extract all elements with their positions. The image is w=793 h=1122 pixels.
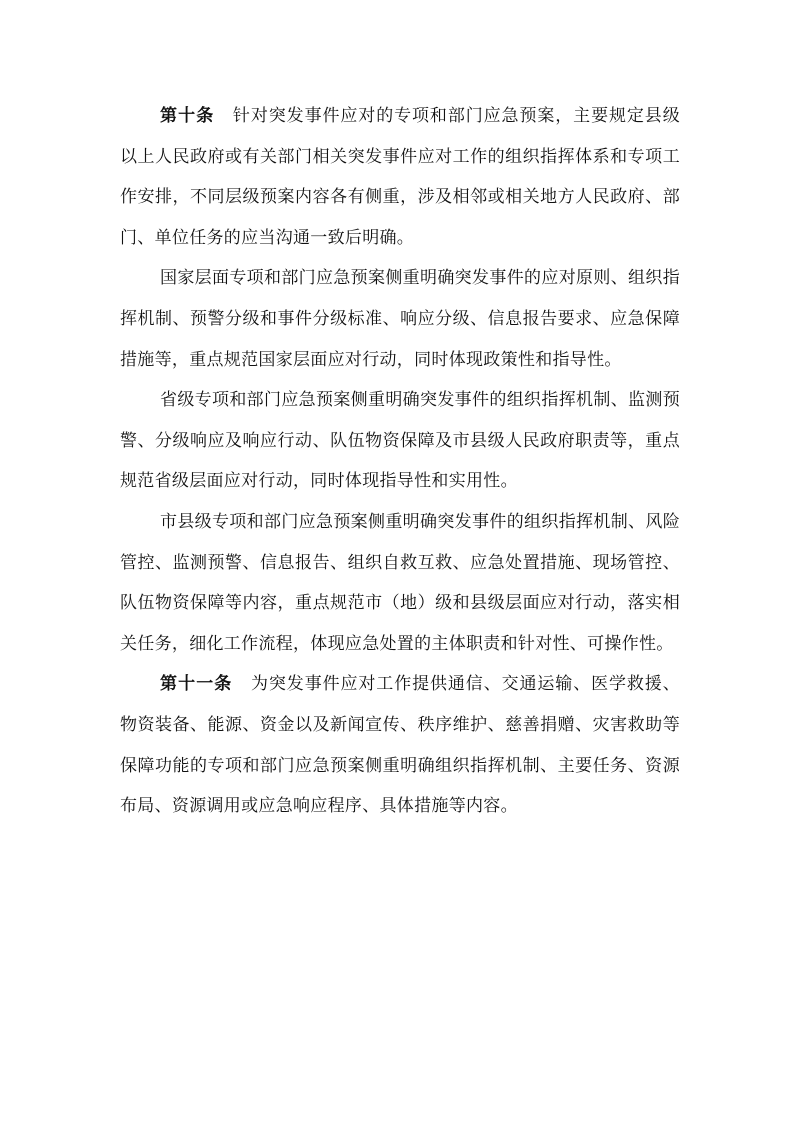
paragraph-article-10 — [120, 96, 680, 258]
paragraph-national-level — [120, 258, 680, 380]
paragraph-text: 国家层面专项和部门应急预案侧重明确突发事件的应对原则、组织指挥机制、预警分级和事件分级标准、响应分级、信息报告要求、应急保障措施等，重点规范国家层面应对行动，同时体现政策性和指导性。 — [120, 268, 680, 370]
paragraph-text: 市县级专项和部门应急预案侧重明确突发事件的组织指挥机制、风险管控、监测预警、信息报告、组织自救互救、应急处置措施、现场管控、队伍物资保障等内容，重点规范市（地）级和县级层面应对行动，落实相关任务，细化工作流程，体现应急处置的主体职责和针对性、可操作性。 — [120, 511, 680, 654]
document-body — [120, 96, 680, 827]
paragraph-text: 针对突发事件应对的专项和部门应急预案，主要规定县级以上人民政府或有关部门相关突发事件应对工作的组织指挥体系和专项工作安排，不同层级预案内容各有侧重，涉及相邻或相关地方人民政府、部门、单位任务的应当沟通一致后明确。 — [120, 106, 681, 248]
paragraph-text: 为突发事件应对工作提供通信、交通运输、医学救援、物资装备、能源、资金以及新闻宣传、秩序维护、慈善捐赠、灾害救助等保障功能的专项和部门应急预案侧重明确组织指挥机制、主要任务、资源布局、资源调用或应急响应程序、具体措施等内容。 — [120, 674, 681, 817]
paragraph-article-11 — [120, 664, 680, 826]
paragraph-provincial-level — [120, 380, 680, 502]
paragraph-text: 省级专项和部门应急预案侧重明确突发事件的组织指挥机制、监测预警、分级响应及响应行动、队伍物资保障及市县级人民政府职责等，重点规范省级层面应对行动，同时体现指导性和实用性。 — [120, 390, 680, 492]
paragraph-city-county-level — [120, 502, 680, 664]
article-label-11: 第十一条 — [160, 674, 233, 695]
article-label-10: 第十条 — [160, 106, 215, 126]
